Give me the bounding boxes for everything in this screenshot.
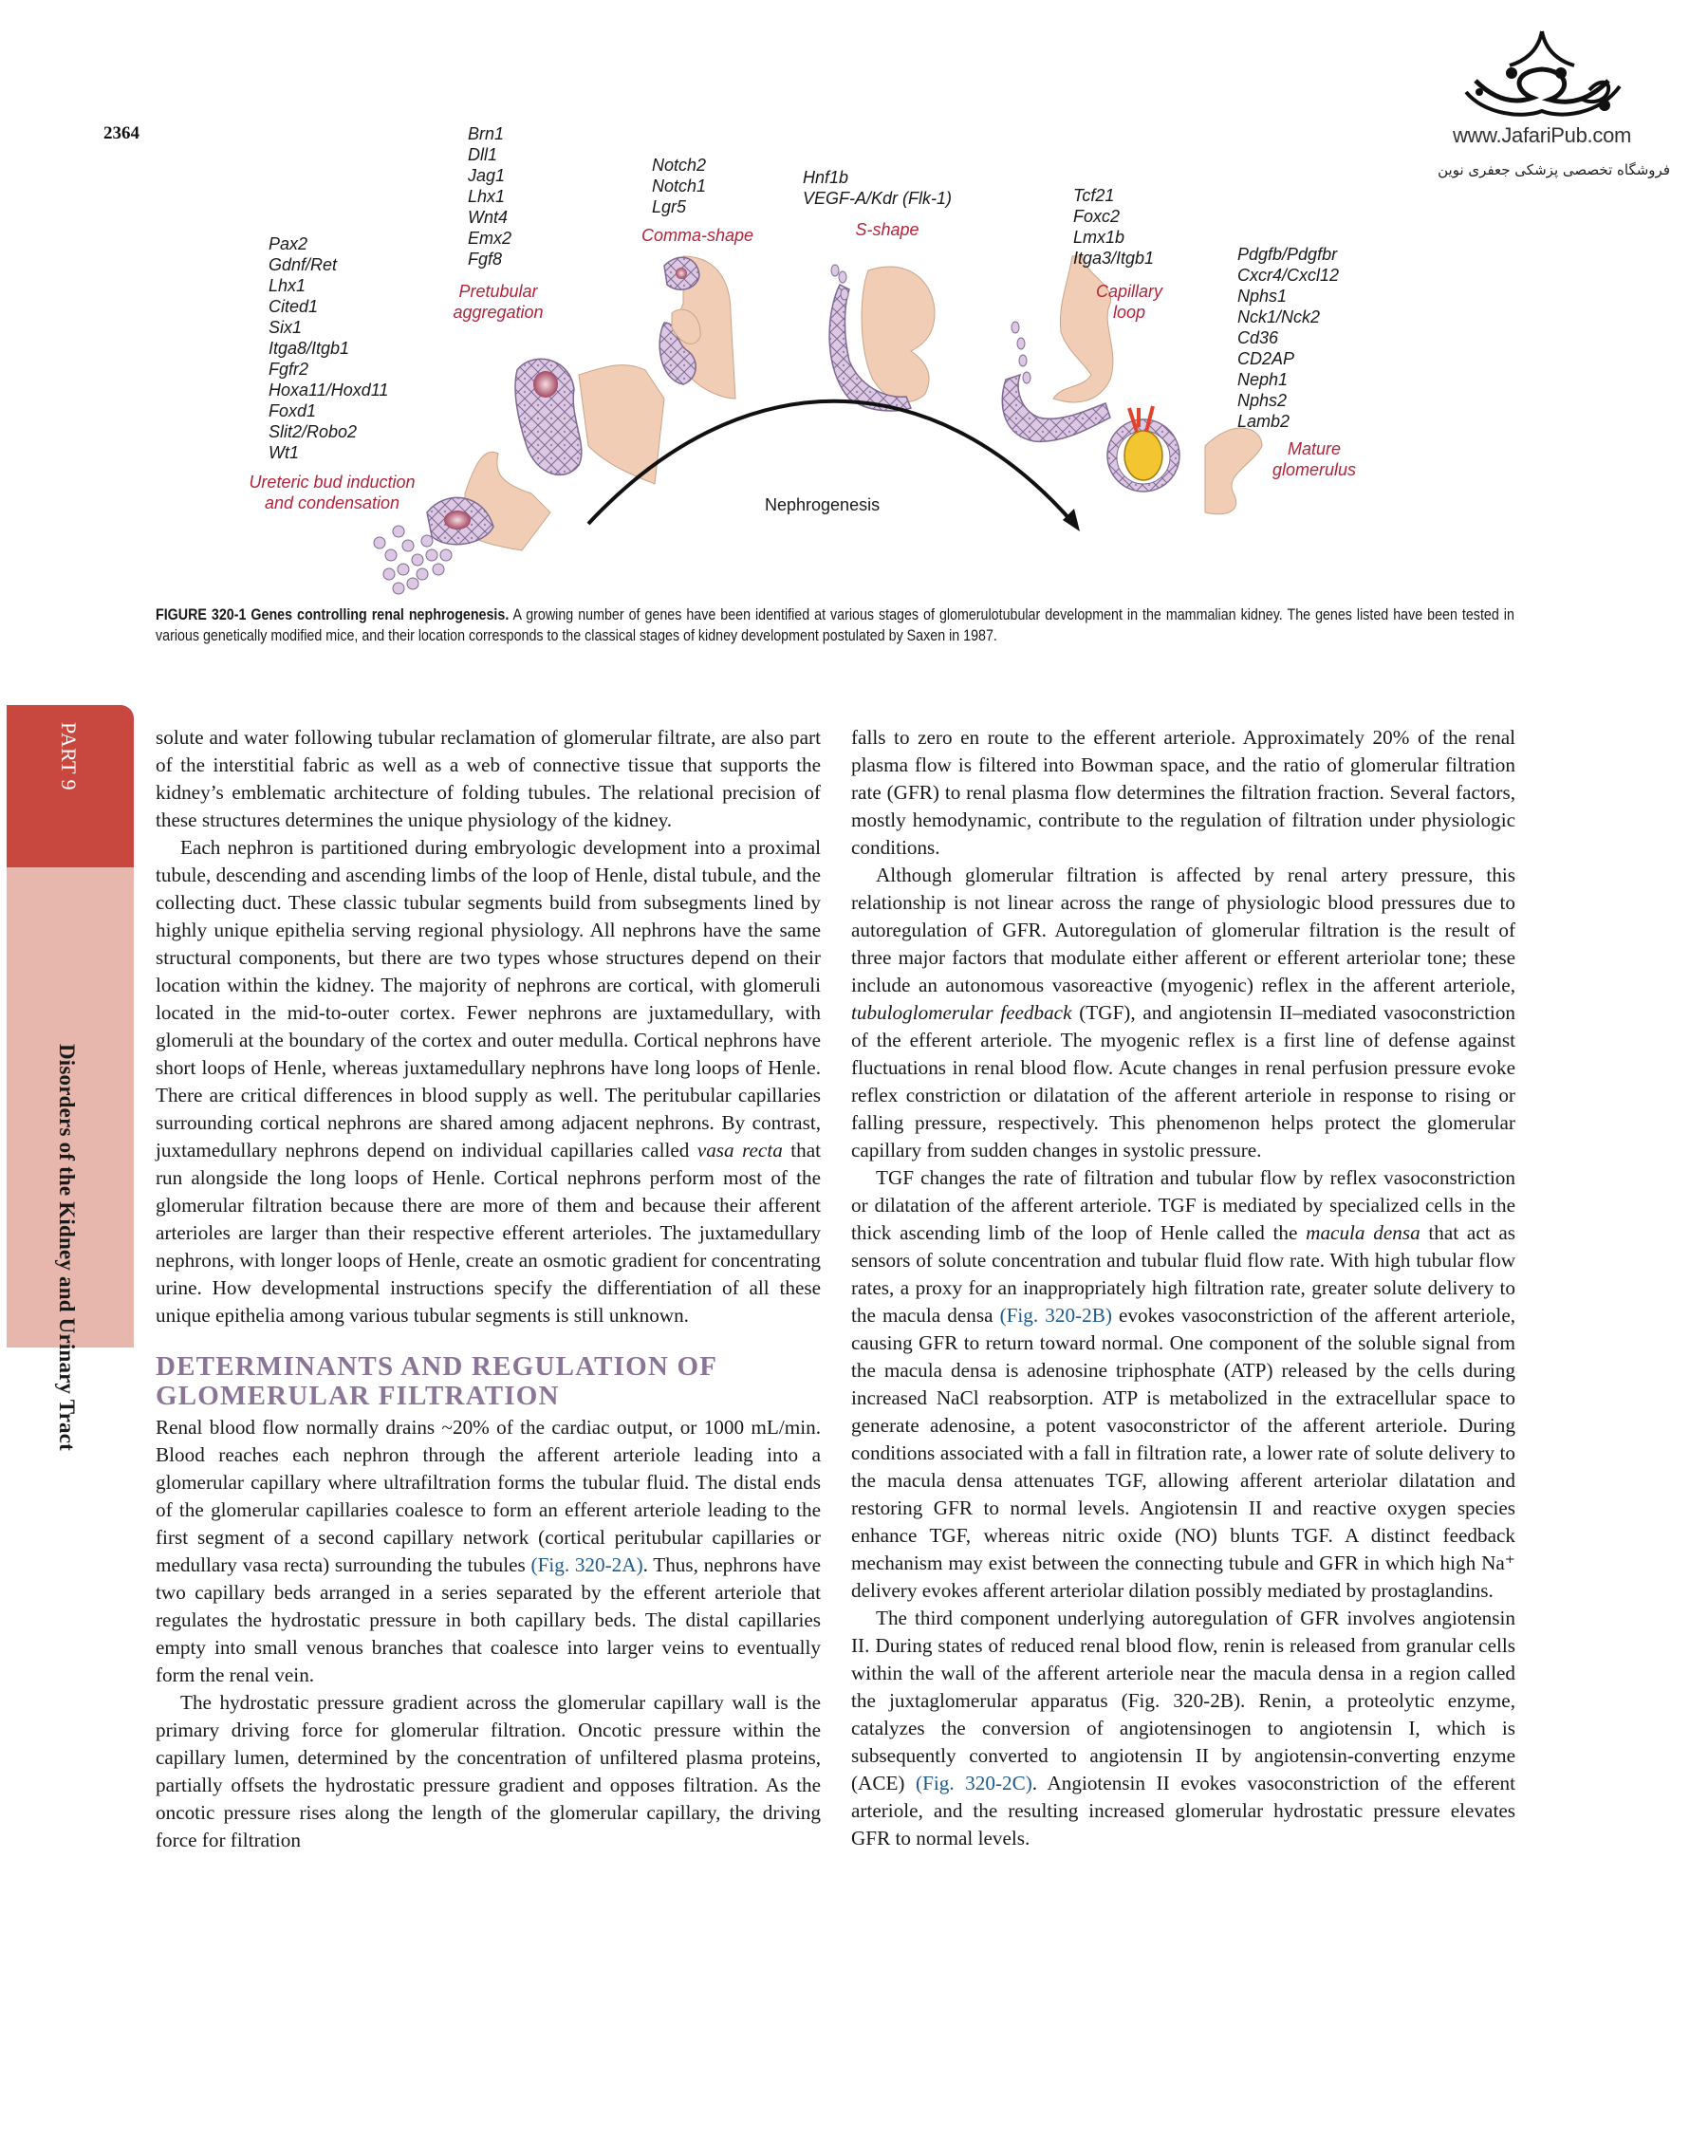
right-column	[851, 724, 1515, 1852]
stage-label-ureteric-bud	[237, 472, 427, 513]
gene-list-ureteric-bud	[269, 233, 388, 463]
figure-link[interactable]: (Fig. 320-2A)	[530, 1553, 643, 1576]
gene: Six1	[269, 318, 303, 337]
gene: Jag1	[468, 166, 506, 185]
publisher-url: www.JafariPub.com	[1452, 123, 1632, 147]
stage-comma-illustration	[659, 256, 735, 399]
figure-illustration	[0, 0, 1708, 598]
gene: Nphs2	[1237, 391, 1288, 410]
stage-label-line: Capillary	[1095, 282, 1163, 301]
gene: Fgfr2	[269, 360, 309, 379]
gene-list-mature-glomerulus	[1237, 244, 1339, 432]
gene: Nphs1	[1237, 287, 1288, 306]
gene: Dll1	[468, 145, 498, 164]
paragraph	[851, 862, 1515, 1164]
stage-pretubular-illustration	[515, 359, 664, 484]
gene: Cxcr4/Cxcl12	[1237, 266, 1340, 285]
paragraph	[156, 834, 821, 1329]
stage-label-line: glomerulus	[1272, 460, 1357, 479]
stage-s-shape-illustration	[829, 265, 935, 411]
gene: Notch1	[652, 177, 707, 195]
text-run: that run alongside the long loops of Henle. Cortical nephrons perform most of the glomerular filtration because there are more of them and because their afferent arterioles are larger than their respective efferent arterioles. The juxtamedullary nephrons, with longer loops of Henle, create an osmotic gradient for concentrating urine. How developmental instructions specify the differentiation of all these unique epithelia among various tubular segments is still unknown.	[156, 1139, 822, 1327]
gene: VEGF-A/Kdr (Flk-1)	[803, 189, 953, 208]
section-heading: DETERMINANTS AND REGULATION OF GLOMERULAR FILTRATION	[156, 1351, 717, 1411]
paragraph	[156, 1414, 821, 1689]
text-run: Although glomerular filtration is affected by renal artery pressure, this relationship is not linear across the range of physiologic blood pressures due to autoregulation of GFR. Autoregulation of glomerular filtration is the result of three major factors that modulate either afferent or efferent arteriolar tone; these include an autonomous vasoreactive (myogenic) reflex in the afferent arteriole,	[851, 864, 1515, 996]
stage-label-s-shape	[826, 219, 949, 240]
gene: Nck1/Nck2	[1237, 307, 1321, 326]
paragraph: falls to zero en route to the efferent arteriole. Approximately 20% of the renal plasma flow is filtered into Bowman space, and the ratio of glomerular filtration rate (GFR) to renal plasma flow determines the filtration fraction. Several factors, mostly hemodynamic, contribute to the regulation of filtration under physiologic conditions.	[851, 726, 1515, 859]
stage-label-line: Ureteric bud induction	[249, 473, 416, 492]
gene-list-s-shape	[803, 167, 952, 209]
figure-link[interactable]: (Fig. 320-2B)	[999, 1304, 1112, 1327]
gene: Lhx1	[269, 276, 306, 295]
left-column	[156, 724, 821, 1854]
text-run: TGF changes the rate of filtration and tubular flow by reflex vasoconstriction or dilatation of the afferent arteriole. TGF is mediated by specialized cells in the thick ascending limb of the loop of Henle called the	[851, 1166, 1515, 1244]
italic-term: macula densa	[1306, 1221, 1420, 1244]
paragraph: The hydrostatic pressure gradient across the glomerular capillary wall is the primary driving force for glomerular filtration. Oncotic pressure within the capillary lumen, determined by the concentration of unfiltered plasma proteins, partially offsets the hydrostatic pressure gradient and opposes filtration. As the oncotic pressure rises along the length of the glomerular capillary, the driving force for filtration	[156, 1691, 821, 1851]
stage-label-capillary-loop	[1082, 281, 1177, 323]
gene: Lhx1	[468, 187, 506, 206]
nephrogenesis-label: Nephrogenesis	[765, 495, 881, 514]
text-run: evokes vasoconstriction of the afferent arteriole, causing GFR to return toward normal. One component of the soluble signal from the macula densa is adenosine triphosphate (ATP) released by the cells during increased NaCl reabsorption. ATP is metabolized in the extracellular space to generate adenosine, a potent vasoconstrictor of the afferent arteriole. During conditions associated with a fall in filtration rate, a lower rate of solute delivery to the macula densa attenuates TGF, allowing afferent arteriolar dilatation and restoring GFR to normal levels. Angiotensin II and reactive oxygen species enhance TGF, whereas nitric oxide (NO) blunts TGF. A distinct feedback mechanism may exist between the connecting tubule and GFR in which high Na⁺ delivery evokes afferent arteriolar dilation possibly mediated by prostaglandins.	[851, 1304, 1516, 1602]
gene: Hoxa11/Hoxd11	[269, 381, 389, 400]
gene: Lamb2	[1237, 412, 1290, 431]
stage-label-line: and condensation	[264, 493, 400, 512]
stage-label-comma-shape	[626, 225, 769, 246]
stage-label-line: Comma-shape	[640, 226, 754, 245]
figure-title: Genes controlling renal nephrogenesis.	[251, 605, 510, 623]
side-tab-title: Disorders of the Kidney and Urinary Tract	[55, 1044, 79, 1451]
text-run: that act as sensors of solute concentration and tubular fluid flow rate. With high tubular flow rates, a proxy for an inappropriately high filtration rate, greater solute delivery to the macula densa	[851, 1221, 1515, 1327]
italic-term: vasa recta	[696, 1139, 783, 1162]
gene-list-pretubular	[468, 123, 511, 270]
gene: Hnf1b	[803, 168, 849, 187]
paragraph: solute and water following tubular reclamation of glomerular filtrate, are also part of the interstitial fabric as well as a web of connective tissue that supports the kidney’s emblematic architecture of folding tubules. The relational precision of these structures determines the unique physiology of the kidney.	[156, 726, 821, 831]
stage-label-line: Pretubular	[458, 282, 538, 301]
figure-link[interactable]: (Fig. 320-2C)	[916, 1772, 1032, 1794]
gene: Emx2	[468, 229, 512, 248]
stage-label-mature-glomerulus	[1257, 438, 1371, 480]
stage-label-line: aggregation	[453, 303, 544, 322]
text-run: The third component underlying autoregulation of GFR involves angiotensin II. During states of reduced renal blood flow, renin is released from granular cells within the wall of the afferent arteriole near the macula densa in a region called the juxtaglomerular apparatus (Fig. 320-2B). Renin, a proteolytic enzyme, catalyzes the conversion of angiotensinogen to angiotensin I, which is subsequently converted to angiotensin II by angiotensin-converting enzyme (ACE)	[851, 1607, 1515, 1794]
gene: Cited1	[269, 297, 319, 316]
stage-label-line: S-shape	[855, 220, 919, 239]
page-number: 2364	[103, 123, 139, 143]
paragraph	[851, 1605, 1515, 1852]
gene: Fgf8	[468, 250, 503, 269]
gene: Foxd1	[269, 401, 317, 420]
gene: Cd36	[1237, 328, 1279, 347]
gene: Lmx1b	[1073, 228, 1125, 247]
figure-caption-body: A growing number of genes have been identified at various stages of glomerulotubular development in the mammalian kidney. The genes listed have been tested in various genetically modified mice, and their location corresponds to the classical stages of kidney development postulated by Saxen in 1987.	[156, 605, 1514, 644]
stage-label-line: loop	[1112, 303, 1146, 322]
gene: Tcf21	[1073, 186, 1115, 205]
gene: Itga8/Itgb1	[269, 339, 350, 358]
gene: Itga3/Itgb1	[1073, 249, 1155, 268]
text-run: Each nephron is partitioned during embryologic development into a proximal tubule, descending and ascending limbs of the loop of Henle, distal tubule, and the collecting duct. These classic tubular segments build from subsegments lined by highly unique epithelia serving regional physiology. All nephrons have the same structural components, but there are two types whose structures depend on their location within the kidney. The majority of nephrons are cortical, with glomeruli located in the mid-to-outer cortex. Fewer nephrons are juxtamedullary, with glomeruli at the boundary of the cortex and outer medulla. Cortical nephrons have short loops of Henle, whereas juxtamedullary nephrons have long loops of Henle. There are critical differences in blood supply as well. The peritubular capillaries surrounding cortical nephrons are shared among adjacent nephrons. By contrast, juxtamedullary nephrons depend on individual capillaries called	[156, 836, 821, 1162]
gene: Pax2	[269, 234, 308, 253]
italic-term: tubuloglomerular feedback	[851, 1001, 1072, 1024]
side-tab-part: PART 9	[57, 722, 81, 790]
gene: CD2AP	[1237, 349, 1295, 368]
gene: Wt1	[269, 443, 300, 462]
gene-list-capillary-loop	[1073, 185, 1154, 269]
paragraph	[851, 1164, 1515, 1605]
gene-list-comma-shape	[652, 155, 706, 217]
publisher-tagline: فروشگاه تخصصی پزشکی جعفری نوین	[1438, 161, 1670, 178]
gene: Slit2/Robo2	[269, 422, 358, 441]
side-tab-part-block	[7, 705, 134, 867]
text-run: . Angiotensin II evokes vasoconstriction of the efferent arteriole, and the resulting increased glomerular hydrostatic pressure elevates GFR to normal levels.	[851, 1772, 1516, 1849]
side-tab-title-block	[7, 867, 134, 1451]
gene: Gdnf/Ret	[269, 255, 338, 274]
text-run: . Thus, nephrons have two capillary beds arranged in a series separated by the efferent arteriole that regulates the hydrostatic pressure in both capillary beds. The distal capillaries empty into small venous branches that coalesce into larger veins to eventually form the renal vein.	[156, 1553, 822, 1686]
gene: Lgr5	[652, 197, 687, 216]
figure-caption	[156, 604, 1514, 646]
gene: Brn1	[468, 124, 505, 143]
figure-id: FIGURE 320-1	[156, 605, 247, 623]
text-run: (TGF), and angiotensin II–mediated vasoconstriction of the efferent arteriole. The myogenic reflex is a first line of defense against fluctuations in renal blood flow. Acute changes in renal perfusion pressure evoke reflex constriction or dilatation of the afferent arteriole in response to rising or falling pressure, respectively. This phenomenon helps protect the glomerular capillary from sudden changes in systolic pressure.	[851, 1001, 1516, 1162]
gene: Pdgfb/Pdgfbr	[1237, 245, 1338, 264]
text-run: Renal blood flow normally drains ~20% of the cardiac output, or 1000 mL/min. Blood reaches each nephron through the afferent arteriole leading into a glomerular capillary where ultrafiltration forms the tubular fluid. The distal ends of the glomerular capillaries coalesce to form an efferent arteriole leading to the first segment of a second capillary network (cortical peritubular capillaries or medullary vasa recta) surrounding the tubules	[156, 1416, 821, 1576]
gene: Wnt4	[468, 208, 509, 227]
stage-label-pretubular	[436, 281, 560, 323]
gene: Neph1	[1237, 370, 1289, 389]
side-tab	[7, 705, 134, 1451]
gene: Notch2	[652, 156, 707, 175]
gene: Foxc2	[1073, 207, 1121, 226]
stage-label-line: Mature	[1287, 439, 1342, 458]
